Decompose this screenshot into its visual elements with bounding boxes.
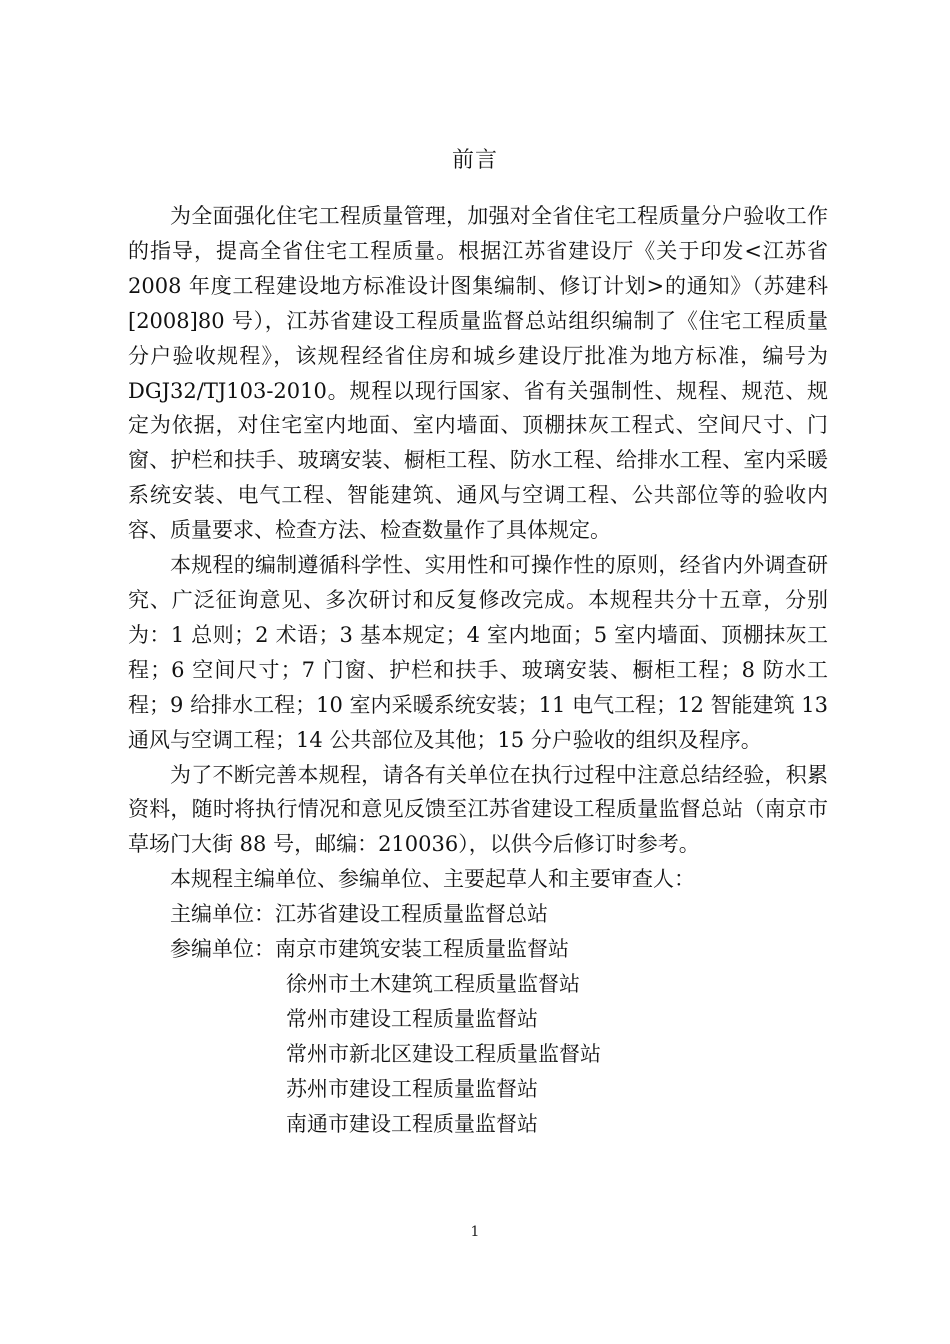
participating-unit-line [128, 1072, 828, 1107]
participating-unit-item: 常州市新北区建设工程质量监督站 [286, 1041, 601, 1066]
participating-unit-item: 南京市建筑安装工程质量监督站 [275, 937, 569, 962]
participating-unit-line [128, 1002, 828, 1037]
paragraph-units-intro: 本规程主编单位、参编单位、主要起草人和主要审查人： [170, 867, 695, 892]
paragraph-feedback: 为了不断完善本规程，请各有关单位在执行过程中注意总结经验，积累资料，随时将执行情况和意见反馈至江苏省建设工程质量监督总站（南京市草场门大街 88 号，邮编：210036），以供今后修订时参考。 [128, 762, 828, 857]
chief-unit-label: 主编单位： [170, 902, 275, 927]
paragraph-intro: 为全面强化住宅工程质量管理，加强对全省住宅工程质量分户验收工作的指导，提高全省住宅工程质量。根据江苏省建设厅《关于印发<江苏省 2008 年度工程建设地方标准设计图集编制、修订计划>的通知》（苏建科[2008]80 号），江苏省建设工程质量监督总站组织编制了《住宅工程质量分户验收规程》，该规程经省住房和城乡建设厅批准为地方标准，编号为 DGJ32/TJ103-2010。规程以现行国家、省有关强制性、规程、规范、规定为依据，对住宅室内地面、室内墙面、顶棚抹灰工程式、空间尺寸、门窗、护栏和扶手、玻璃安装、橱柜工程、防水工程、给排水工程、室内采暖系统安装、电气工程、智能建筑、通风与空调工程、公共部位等的验收内容、质量要求、检查方法、检查数量作了具体规定。 [128, 204, 828, 543]
participating-unit-line [128, 1037, 828, 1072]
paragraph-chapters: 本规程的编制遵循科学性、实用性和可操作性的原则，经省内外调查研究、广泛征询意见、多次研讨和反复修改完成。本规程共分十五章，分别为：1 总则；2 术语；3 基本规定；4 室内地面；5 室内墙面、顶棚抹灰工程；6 空间尺寸；7 门窗、护栏和扶手、玻璃安装、橱柜工程；8 防水工程；9 给排水工程；10 室内采暖系统安装；11 电气工程；12 智能建筑 13 通风与空调工程；14 公共部位及其他；15 分户验收的组织及程序。 [128, 553, 828, 752]
chief-unit-line [128, 897, 828, 932]
participating-unit-item: 苏州市建设工程质量监督站 [286, 1076, 538, 1101]
participating-unit-label: 参编单位： [170, 937, 275, 962]
participating-unit-line [128, 1107, 828, 1142]
page-title: 前言 [451, 148, 498, 173]
participating-unit-line [128, 932, 828, 967]
document-body [128, 199, 828, 1141]
participating-unit-item: 徐州市土木建筑工程质量监督站 [286, 971, 580, 996]
chief-unit-value: 江苏省建设工程质量监督总站 [275, 902, 548, 927]
page-number: 1 [470, 1224, 480, 1240]
participating-unit-item: 常州市建设工程质量监督站 [286, 1006, 538, 1031]
participating-unit-item: 南通市建设工程质量监督站 [286, 1111, 538, 1136]
participating-unit-line [128, 967, 828, 1002]
